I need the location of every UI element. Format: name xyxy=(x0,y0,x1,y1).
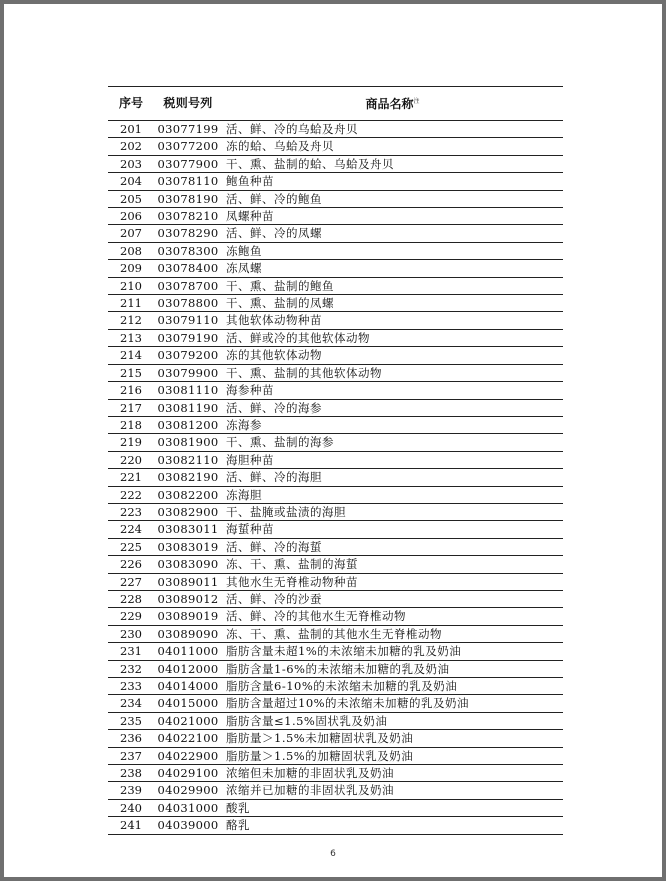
header-name-note: 注 xyxy=(413,98,420,106)
row-name: 浓缩并已加糖的非固状乳及奶油 xyxy=(222,782,563,799)
table-row xyxy=(108,782,563,799)
table-row xyxy=(108,399,563,416)
row-code: 03079190 xyxy=(154,329,222,346)
table-row xyxy=(108,730,563,747)
table-row xyxy=(108,643,563,660)
row-code: 03078400 xyxy=(154,260,222,277)
row-code: 03089012 xyxy=(154,590,222,607)
row-name: 活、鲜、冷的沙蚕 xyxy=(222,590,563,607)
table-row xyxy=(108,486,563,503)
row-code: 04015000 xyxy=(154,695,222,712)
row-code: 04029900 xyxy=(154,782,222,799)
row-name: 海参种苗 xyxy=(222,382,563,399)
row-name: 活、鲜、冷的海蜇 xyxy=(222,538,563,555)
row-seq: 228 xyxy=(108,590,154,607)
row-code: 03083011 xyxy=(154,521,222,538)
row-name: 干、熏、盐制的海参 xyxy=(222,434,563,451)
row-name: 海蜇种苗 xyxy=(222,521,563,538)
table-row xyxy=(108,503,563,520)
row-name: 酪乳 xyxy=(222,817,563,834)
row-code: 03082190 xyxy=(154,469,222,486)
row-seq: 218 xyxy=(108,416,154,433)
row-seq: 201 xyxy=(108,121,154,138)
table-row xyxy=(108,678,563,695)
row-code: 03078210 xyxy=(154,208,222,225)
row-code: 03081110 xyxy=(154,382,222,399)
row-seq: 213 xyxy=(108,329,154,346)
table-row xyxy=(108,747,563,764)
row-name: 酸乳 xyxy=(222,799,563,816)
row-seq: 211 xyxy=(108,295,154,312)
row-code: 03077199 xyxy=(154,121,222,138)
row-name: 干、熏、盐制的其他软体动物 xyxy=(222,364,563,381)
row-name: 活、鲜、冷的海参 xyxy=(222,399,563,416)
table-row xyxy=(108,347,563,364)
row-name: 其他软体动物种苗 xyxy=(222,312,563,329)
table-row xyxy=(108,434,563,451)
row-name: 干、熏、盐制的鲍鱼 xyxy=(222,277,563,294)
row-code: 03078190 xyxy=(154,190,222,207)
row-seq: 240 xyxy=(108,799,154,816)
table-row xyxy=(108,329,563,346)
row-name: 浓缩但未加糖的非固状乳及奶油 xyxy=(222,765,563,782)
row-code: 03081200 xyxy=(154,416,222,433)
table-row xyxy=(108,556,563,573)
row-name: 活、鲜、冷的乌蛤及舟贝 xyxy=(222,121,563,138)
row-code: 03089011 xyxy=(154,573,222,590)
table-row xyxy=(108,416,563,433)
row-seq: 203 xyxy=(108,155,154,172)
row-name: 冻的其他软体动物 xyxy=(222,347,563,364)
row-seq: 224 xyxy=(108,521,154,538)
table-row xyxy=(108,242,563,259)
row-name: 干、盐腌或盐渍的海胆 xyxy=(222,503,563,520)
row-seq: 232 xyxy=(108,660,154,677)
row-seq: 235 xyxy=(108,712,154,729)
row-name: 脂肪含量≤1.5%固状乳及奶油 xyxy=(222,712,563,729)
row-name: 冻凤螺 xyxy=(222,260,563,277)
row-code: 04011000 xyxy=(154,643,222,660)
table-row xyxy=(108,765,563,782)
row-code: 03082110 xyxy=(154,451,222,468)
header-seq: 序号 xyxy=(108,87,154,121)
row-code: 04014000 xyxy=(154,678,222,695)
row-seq: 216 xyxy=(108,382,154,399)
row-name: 冻海胆 xyxy=(222,486,563,503)
row-seq: 223 xyxy=(108,503,154,520)
row-seq: 230 xyxy=(108,625,154,642)
row-code: 03089090 xyxy=(154,625,222,642)
row-name: 冻海参 xyxy=(222,416,563,433)
row-code: 03082200 xyxy=(154,486,222,503)
row-seq: 241 xyxy=(108,817,154,834)
row-code: 03079200 xyxy=(154,347,222,364)
row-name: 脂肪量＞1.5%未加糖固状乳及奶油 xyxy=(222,730,563,747)
row-seq: 222 xyxy=(108,486,154,503)
table-body xyxy=(108,121,563,835)
table-row xyxy=(108,208,563,225)
row-seq: 234 xyxy=(108,695,154,712)
table-row xyxy=(108,277,563,294)
row-seq: 236 xyxy=(108,730,154,747)
row-seq: 202 xyxy=(108,138,154,155)
row-code: 03083019 xyxy=(154,538,222,555)
row-seq: 209 xyxy=(108,260,154,277)
row-code: 04021000 xyxy=(154,712,222,729)
table-row xyxy=(108,538,563,555)
row-code: 04012000 xyxy=(154,660,222,677)
table-row xyxy=(108,382,563,399)
table-row xyxy=(108,590,563,607)
row-name: 海胆种苗 xyxy=(222,451,563,468)
table-row xyxy=(108,573,563,590)
row-seq: 238 xyxy=(108,765,154,782)
row-code: 03077900 xyxy=(154,155,222,172)
row-name: 脂肪含量1-6%的未浓缩未加糖的乳及奶油 xyxy=(222,660,563,677)
table-row xyxy=(108,364,563,381)
row-seq: 210 xyxy=(108,277,154,294)
row-seq: 221 xyxy=(108,469,154,486)
row-name: 冻鲍鱼 xyxy=(222,242,563,259)
row-seq: 229 xyxy=(108,608,154,625)
table-row xyxy=(108,155,563,172)
document-page xyxy=(4,4,662,877)
row-code: 03081190 xyxy=(154,399,222,416)
table-row xyxy=(108,608,563,625)
row-seq: 220 xyxy=(108,451,154,468)
table-row xyxy=(108,469,563,486)
row-seq: 217 xyxy=(108,399,154,416)
row-seq: 215 xyxy=(108,364,154,381)
row-seq: 233 xyxy=(108,678,154,695)
row-code: 03077200 xyxy=(154,138,222,155)
table-row xyxy=(108,521,563,538)
table-row xyxy=(108,799,563,816)
table-row xyxy=(108,451,563,468)
row-name: 其他水生无脊椎动物种苗 xyxy=(222,573,563,590)
table-row xyxy=(108,695,563,712)
row-name: 脂肪含量未超1%的未浓缩未加糖的乳及奶油 xyxy=(222,643,563,660)
row-code: 04022100 xyxy=(154,730,222,747)
row-code: 03083090 xyxy=(154,556,222,573)
row-name: 冻、干、熏、盐制的其他水生无脊椎动物 xyxy=(222,625,563,642)
row-code: 04039000 xyxy=(154,817,222,834)
row-code: 04029100 xyxy=(154,765,222,782)
row-code: 04022900 xyxy=(154,747,222,764)
page-number: 6 xyxy=(330,849,336,859)
table-row xyxy=(108,660,563,677)
row-name: 脂肪含量超过10%的未浓缩未加糖的乳及奶油 xyxy=(222,695,563,712)
row-code: 03081900 xyxy=(154,434,222,451)
row-name: 脂肪量＞1.5%的加糖固状乳及奶油 xyxy=(222,747,563,764)
tariff-table xyxy=(108,86,563,835)
row-code: 03082900 xyxy=(154,503,222,520)
table-header-row xyxy=(108,87,563,121)
row-name: 活、鲜、冷的海胆 xyxy=(222,469,563,486)
table-row xyxy=(108,712,563,729)
row-name: 凤螺种苗 xyxy=(222,208,563,225)
row-seq: 214 xyxy=(108,347,154,364)
table-row xyxy=(108,190,563,207)
table-row xyxy=(108,225,563,242)
row-name: 活、鲜、冷的其他水生无脊椎动物 xyxy=(222,608,563,625)
table-row xyxy=(108,817,563,834)
row-name: 脂肪含量6-10%的未浓缩未加糖的乳及奶油 xyxy=(222,678,563,695)
row-seq: 212 xyxy=(108,312,154,329)
row-seq: 204 xyxy=(108,173,154,190)
row-seq: 237 xyxy=(108,747,154,764)
row-name: 活、鲜或冷的其他软体动物 xyxy=(222,329,563,346)
row-code: 04031000 xyxy=(154,799,222,816)
row-code: 03078110 xyxy=(154,173,222,190)
row-seq: 227 xyxy=(108,573,154,590)
row-name: 冻、干、熏、盐制的海蜇 xyxy=(222,556,563,573)
row-seq: 225 xyxy=(108,538,154,555)
row-seq: 206 xyxy=(108,208,154,225)
row-name: 干、熏、盐制的蛤、乌蛤及舟贝 xyxy=(222,155,563,172)
row-code: 03089019 xyxy=(154,608,222,625)
row-code: 03078300 xyxy=(154,242,222,259)
row-seq: 219 xyxy=(108,434,154,451)
header-name xyxy=(222,87,563,121)
row-code: 03079110 xyxy=(154,312,222,329)
row-name: 活、鲜、冷的鲍鱼 xyxy=(222,190,563,207)
table-row xyxy=(108,295,563,312)
table-row xyxy=(108,625,563,642)
table-row xyxy=(108,260,563,277)
row-name: 活、鲜、冷的凤螺 xyxy=(222,225,563,242)
row-name: 干、熏、盐制的凤螺 xyxy=(222,295,563,312)
row-seq: 207 xyxy=(108,225,154,242)
row-code: 03078700 xyxy=(154,277,222,294)
row-seq: 208 xyxy=(108,242,154,259)
row-seq: 205 xyxy=(108,190,154,207)
row-seq: 231 xyxy=(108,643,154,660)
row-name: 冻的蛤、乌蛤及舟贝 xyxy=(222,138,563,155)
row-seq: 239 xyxy=(108,782,154,799)
row-name: 鲍鱼种苗 xyxy=(222,173,563,190)
row-seq: 226 xyxy=(108,556,154,573)
table-row xyxy=(108,138,563,155)
row-code: 03079900 xyxy=(154,364,222,381)
table-row xyxy=(108,121,563,138)
table-row xyxy=(108,173,563,190)
table-row xyxy=(108,312,563,329)
row-code: 03078290 xyxy=(154,225,222,242)
row-code: 03078800 xyxy=(154,295,222,312)
header-code: 税则号列 xyxy=(154,87,222,121)
header-name-label: 商品名称 xyxy=(365,97,414,112)
